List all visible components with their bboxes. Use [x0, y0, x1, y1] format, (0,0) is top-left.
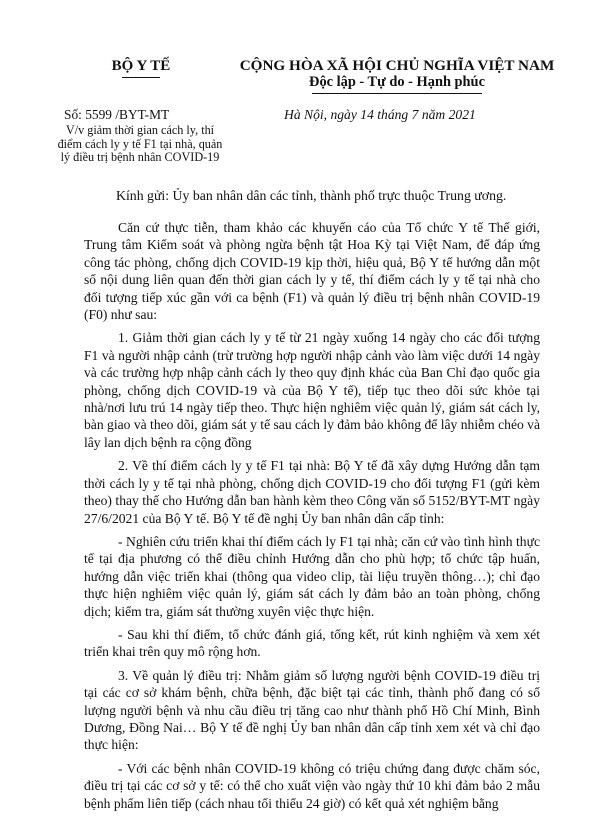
body-paragraph: Căn cứ thực tiễn, tham khảo các khuyến cáo của Tổ chức Y tế Thế giới, Trung tâm Kiểm soát và phòng ngừa bệnh tật Hoa Kỳ tại Việt Nam, để đáp ứng công tác phòng, chống dịch COVID-19 kịp thời, hiệu quả, Bộ Y tế hướng dẫn một số nội dung liên quan đến thời gian cách ly y tế, thí điểm cách ly y tế tại nhà cho đối tượng tiếp xúc gần với ca bệnh (F1) và quản lý điều trị bệnh nhân COVID-19 (F0) như sau: [84, 220, 540, 323]
motto-underline [312, 93, 482, 94]
national-title: CỘNG HÒA XÃ HỘI CHỦ NGHĨA VIỆT NAM [239, 57, 555, 74]
body-paragraph: - Với các bệnh nhân COVID-19 không có triệu chứng đang được chăm sóc, điều trị tại các cơ sở y tế: có thể cho xuất viện vào ngày thứ 10 khi đảm bảo 2 mẫu bệnh phẩm liên tiếp (cách nhau tối thiểu 24 giờ) có kết quả xét nghiệm bằng [84, 760, 540, 811]
body-paragraph: 2. Về thí điểm cách ly y tế F1 tại nhà: Bộ Y tế đã xây dựng Hướng dẫn tạm thời cách ly y tế tại nhà phòng, chống dịch COVID-19 cho đối tượng F1 (gửi kèm theo) thay thế cho Hướng dẫn ban hành kèm theo Công văn số 5152/BYT-MT ngày 27/6/2021 của Bộ Y tế. Bộ Y tế đề nghị Ủy ban nhân dân cấp tỉnh: [84, 458, 540, 526]
body-paragraph: 1. Giảm thời gian cách ly y tế từ 21 ngày xuống 14 ngày cho các đối tượng F1 và người nhập cảnh (trừ trường hợp người nhập cảnh vào làm việc dưới 14 ngày và các trường hợp nhập cảnh cách ly theo quy định khác của Ban Chỉ đạo quốc gia phòng, chống dịch COVID-19 và của Bộ Y tế), tiếp tục theo dõi sức khỏe tại nhà/nơi lưu trú 14 ngày tiếp theo. Thực hiện nghiêm việc quản lý, giám sát cách ly, bàn giao và theo dõi, giám sát y tế sau cách ly đảm bảo không để lây nhiễm chéo và lây lan dịch bệnh ra cộng đồng [84, 330, 541, 450]
document-number: Số: 5599 /BYT-MT [64, 107, 170, 122]
letter-body [84, 219, 540, 818]
issuing-organization-block [56, 57, 226, 78]
body-paragraph: - Nghiên cứu triển khai thí điểm cách ly F1 tại nhà; căn cứ vào tình hình thực tế tại địa phương có thể điều chỉnh Hướng dẫn cho phù hợp; tổ chức tập huấn, hướng dẫn việc triển khai (thông qua video clip, tài liệu truyền thông…); chỉ đạo thực hiện nghiêm việc quản lý, giám sát cách ly đảm bảo an toàn phòng, chống dịch; kiểm tra, giám sát thường xuyên việc thực hiện. [84, 533, 540, 619]
organization-name: BỘ Y TẾ [111, 58, 171, 74]
national-header-block [232, 57, 562, 94]
organization-underline [122, 77, 160, 78]
document-subject: V/v giảm thời gian cách ly, thí điểm cách ly y tế F1 tại nhà, quản lý điều trị bệnh nhân COVID-19 [57, 123, 223, 164]
body-paragraph: - Sau khi thí điểm, tổ chức đánh giá, tổng kết, rút kinh nghiệm và xem xét triển khai trên quy mô rộng hơn. [84, 626, 540, 660]
body-paragraph: 3. Về quản lý điều trị: Nhằm giảm số lượng người bệnh COVID-19 điều trị tại các cơ sở khám bệnh, chữa bệnh, đặc biệt tại các tỉnh, thành phố đang có số lượng người bệnh và nhu cầu điều trị tăng cao như thành phố Hồ Chí Minh, Bình Dương, Đồng Nai… Bộ Y tế đề nghị Ủy ban nhân dân cấp tỉnh xem xét và chỉ đạo thực hiện: [84, 667, 540, 753]
national-motto: Độc lập - Tự do - Hạnh phúc [309, 74, 485, 90]
recipient-greeting: Kính gửi: Ủy ban nhân dân các tỉnh, thành phố trực thuộc Trung ương. [116, 188, 507, 203]
document-date: Hà Nội, ngày 14 tháng 7 năm 2021 [284, 107, 476, 122]
